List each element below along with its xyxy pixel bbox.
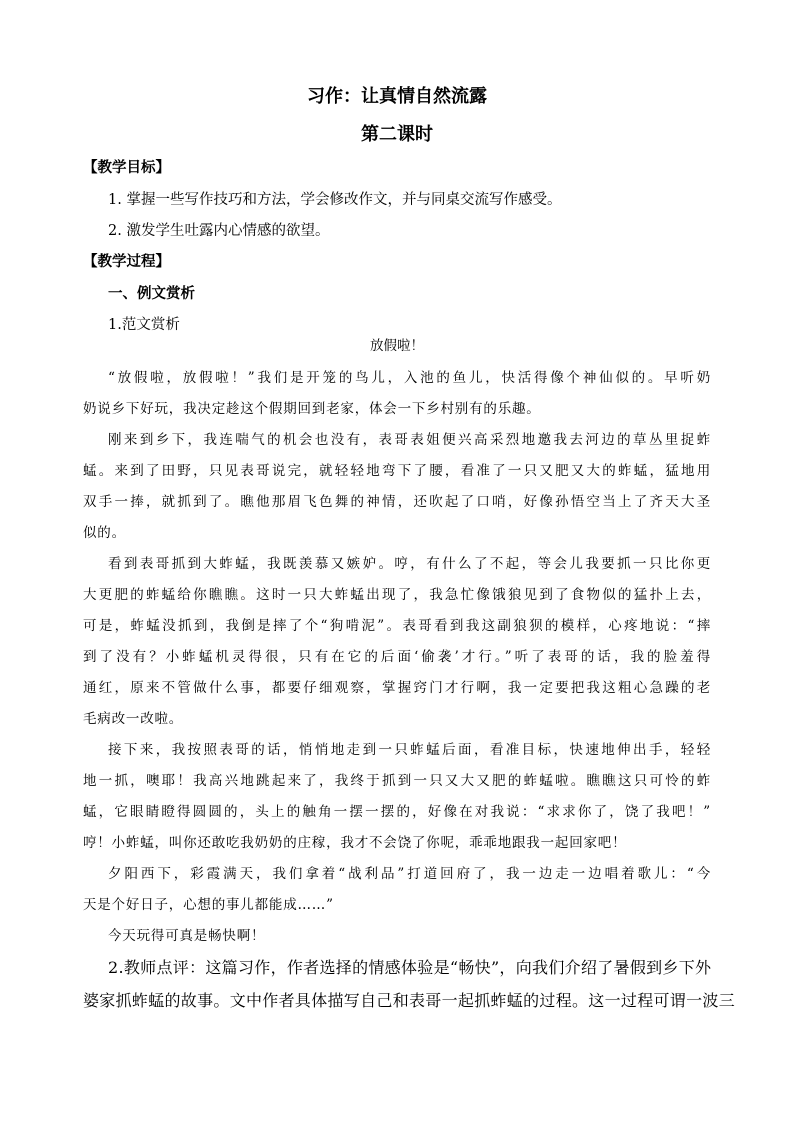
essay-line: 通红，原来不管做什么事，都要仔细观察，掌握窍门才行啊，我一定要把我这粗心急躁的老 — [83, 680, 711, 696]
essay-line: 地一抓，噢耶！我高兴地跳起来了，我终于抓到一只又大又肥的蚱蜢啦。瞧瞧这只可怜的蚱 — [83, 773, 711, 789]
essay-title: 放假啦！ — [370, 338, 424, 354]
essay-line: 看到表哥抓到大蚱蜢，我既羡慕又嫉妒。哼，有什么了不起，等会儿我要抓一只比你更 — [108, 556, 711, 572]
subsection-heading: 1.范文赏析 — [108, 317, 180, 333]
essay-line: 大更肥的蚱蜢给你瞧瞧。这时一只大蚱蜢出现了，我急忙像饿狼见到了食物似的猛扑上去， — [83, 587, 711, 603]
essay-line: 刚来到乡下，我连喘气的机会也没有，表哥表姐便兴高采烈地邀我去河边的草丛里捉蚱 — [108, 432, 711, 448]
essay-line: 到了没有？小蚱蜢机灵得很，只有在它的后面‘偷袭’才行。”听了表哥的话，我的脸羞得 — [83, 649, 711, 665]
goal-item: 1. 掌握一些写作技巧和方法，学会修改作文，并与同桌交流写作感受。 — [108, 192, 562, 208]
essay-line: 蜢。来到了田野，只见表哥说完，就轻轻地弯下了腰，看准了一只又肥又大的蚱蜢，猛地用 — [83, 463, 711, 479]
goal-item: 2. 激发学生吐露内心情感的欲望。 — [108, 223, 330, 239]
process-header: 【教学过程】 — [83, 254, 170, 270]
essay-line: 双手一捧，就抓到了。瞧他那眉飞色舞的神情，还吹起了口哨，好像孙悟空当上了齐天大圣 — [83, 494, 711, 510]
section-heading: 一、例文赏析 — [108, 286, 195, 302]
goals-header: 【教学目标】 — [83, 160, 170, 176]
essay-line: 天是个好日子，心想的事儿都能成……” — [83, 897, 334, 913]
essay-line: 可是，蚱蜢没抓到，我倒是摔了个“狗啃泥”。表哥看到我这副狼狈的模样，心疼地说：“摔 — [83, 618, 711, 634]
essay-line: 夕阳西下，彩霞满天，我们拿着“战利品”打道回府了，我一边走一边唱着歌儿：“今 — [108, 866, 711, 882]
document-subtitle: 第二课时 — [361, 124, 433, 145]
essay-line: 今天玩得可真是畅快啊！ — [108, 928, 266, 944]
teacher-comment-line: 2.教师点评：这篇习作，作者选择的情感体验是“畅快”，向我们介绍了暑假到乡下外 — [108, 958, 712, 977]
essay-line: 似的。 — [83, 525, 126, 541]
essay-line: 接下来，我按照表哥的话，悄悄地走到一只蚱蜢后面，看准目标，快速地伸出手，轻轻 — [108, 742, 711, 758]
document-title: 习作：让真情自然流露 — [307, 86, 487, 107]
essay-line: “放假啦，放假啦！”我们是开笼的鸟儿，入池的鱼儿，快活得像个神仙似的。早听奶 — [108, 370, 711, 386]
teacher-comment-line: 婆家抓蚱蜢的故事。文中作者具体描写自己和表哥一起抓蚱蜢的过程。这一过程可谓一波三 — [83, 991, 736, 1010]
essay-line: 毛病改一改啦。 — [83, 711, 184, 727]
essay-line: 蜢，它眼睛瞪得圆圆的，头上的触角一摆一摆的，好像在对我说：“求求你了，饶了我吧！” — [83, 804, 711, 820]
essay-line: 哼！小蚱蜢，叫你还敢吃我奶奶的庄稼，我才不会饶了你呢，乖乖地跟我一起回家吧！ — [83, 835, 627, 851]
essay-line: 奶说乡下好玩，我决定趁这个假期回到老家，体会一下乡村别有的乐趣。 — [83, 401, 541, 417]
